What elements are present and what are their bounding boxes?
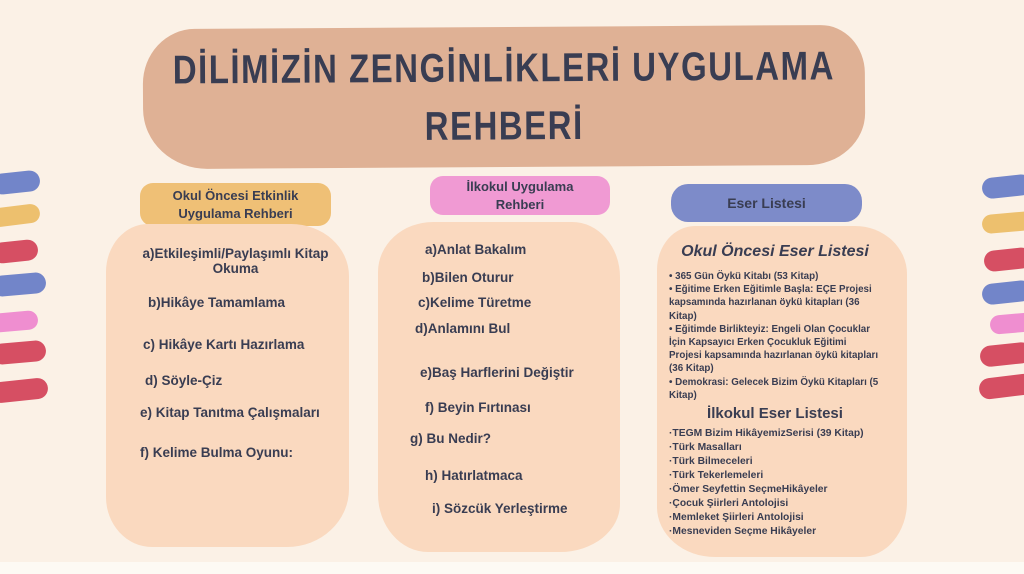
brush-stroke-right-4 <box>981 279 1024 305</box>
brush-stroke-left-3 <box>0 239 39 265</box>
col2-item-c: c)Kelime Türetme <box>418 295 532 310</box>
eser-item: • Eğitimde Birlikteyiz: Engeli Olan Çocuklar İçin Kapsayıcı Erken Çocukluk Eğitimi Projesi kapsamında hazırlanan öykü kitapları (36 Kitap) <box>669 323 879 375</box>
eser-item: ·Türk Tekerlemeleri <box>669 470 764 482</box>
col2-card <box>378 222 620 552</box>
brush-stroke-right-5 <box>989 312 1024 335</box>
col2-item-h: h) Hatırlatmaca <box>425 468 523 483</box>
eser-item: ·Çocuk Şiirleri Antolojisi <box>669 498 789 510</box>
eser-item: • Demokrasi: Gelecek Bizim Öykü Kitapları (5 Kitap) <box>669 376 879 401</box>
eser-item: • 365 Gün Öykü Kitabı (53 Kitap) <box>669 271 819 282</box>
okul-oncesi-eser-listesi-title: Okul Öncesi Eser Listesi <box>681 243 869 260</box>
title-banner <box>143 25 866 169</box>
col2-item-a: a)Anlat Bakalım <box>425 242 527 257</box>
brush-stroke-right-7 <box>978 373 1024 401</box>
col1-item-c: c) Hikâye Kartı Hazırlama <box>143 337 305 352</box>
col2-header-label: İlkokul Uygulama Rehberi <box>466 178 574 212</box>
col1-header-okul-oncesi <box>140 183 331 226</box>
col2-item-i: i) Sözcük Yerleştirme <box>432 501 568 516</box>
eser-item: ·Ömer Seyfettin SeçmeHikâyeler <box>669 484 828 496</box>
col2-item-d: d)Anlamını Bul <box>415 321 511 336</box>
eser-item: ·Türk Bilmeceleri <box>669 456 753 468</box>
ilkokul-eser-listesi-title: İlkokul Eser Listesi <box>707 405 843 423</box>
brush-stroke-left-2 <box>0 203 41 228</box>
eser-item: ·TEGM Bizim HikâyemizSerisi (39 Kitap) <box>669 428 864 440</box>
eser-item: • Eğitime Erken Eğitimle Başla: EÇE Projesi kapsamında hazırlanan öykü kitapları (36 Kitap) <box>669 284 872 322</box>
eser-item: ·Memleket Şiirleri Antolojisi <box>669 512 804 524</box>
brush-stroke-right-2 <box>981 211 1024 234</box>
brush-stroke-right-1 <box>981 173 1024 199</box>
bottom-edge-strip <box>0 562 1024 574</box>
brush-stroke-left-7 <box>0 377 49 404</box>
col2-item-b: b)Bilen Oturur <box>422 270 514 285</box>
col3-header-label: Eser Listesi <box>727 194 806 211</box>
brush-stroke-left-5 <box>0 310 39 333</box>
brush-stroke-left-1 <box>0 170 41 196</box>
col3-header-eser-listesi <box>671 184 862 222</box>
page-title-line1: DİLİMİZİN ZENGİNLİKLERİ UYGULAMA <box>172 42 836 92</box>
brush-stroke-right-6 <box>979 341 1024 367</box>
col2-item-g: g) Bu Nedir? <box>410 431 491 446</box>
eser-item: ·Mesneviden Seçme Hikâyeler <box>669 526 817 538</box>
col1-item-e: e) Kitap Tanıtma Çalışmaları <box>140 405 320 420</box>
col1-item-d: d) Söyle-Çiz <box>145 373 223 388</box>
col1-item-f: f) Kelime Bulma Oyunu: <box>140 445 294 460</box>
col2-item-f: f) Beyin Fırtınası <box>425 400 531 415</box>
col1-item-b: b)Hikâye Tamamlama <box>148 295 286 310</box>
brush-stroke-right-3 <box>983 247 1024 273</box>
brush-stroke-left-6 <box>0 340 47 366</box>
col3-card <box>657 226 907 557</box>
col2-header-ilkokul <box>430 176 610 215</box>
page-title-line2: REHBERİ <box>424 102 584 149</box>
eser-item: ·Türk Masalları <box>669 442 742 454</box>
col1-card <box>106 224 349 547</box>
brush-stroke-left-4 <box>0 272 47 298</box>
col2-item-e: e)Baş Harflerini Değiştir <box>420 365 574 380</box>
col1-header-label: Okul Öncesi Etkinlik Uygulama Rehberi <box>172 187 299 221</box>
col1-item-a: a)Etkileşimli/Paylaşımlı Kitap Okuma <box>142 246 329 276</box>
